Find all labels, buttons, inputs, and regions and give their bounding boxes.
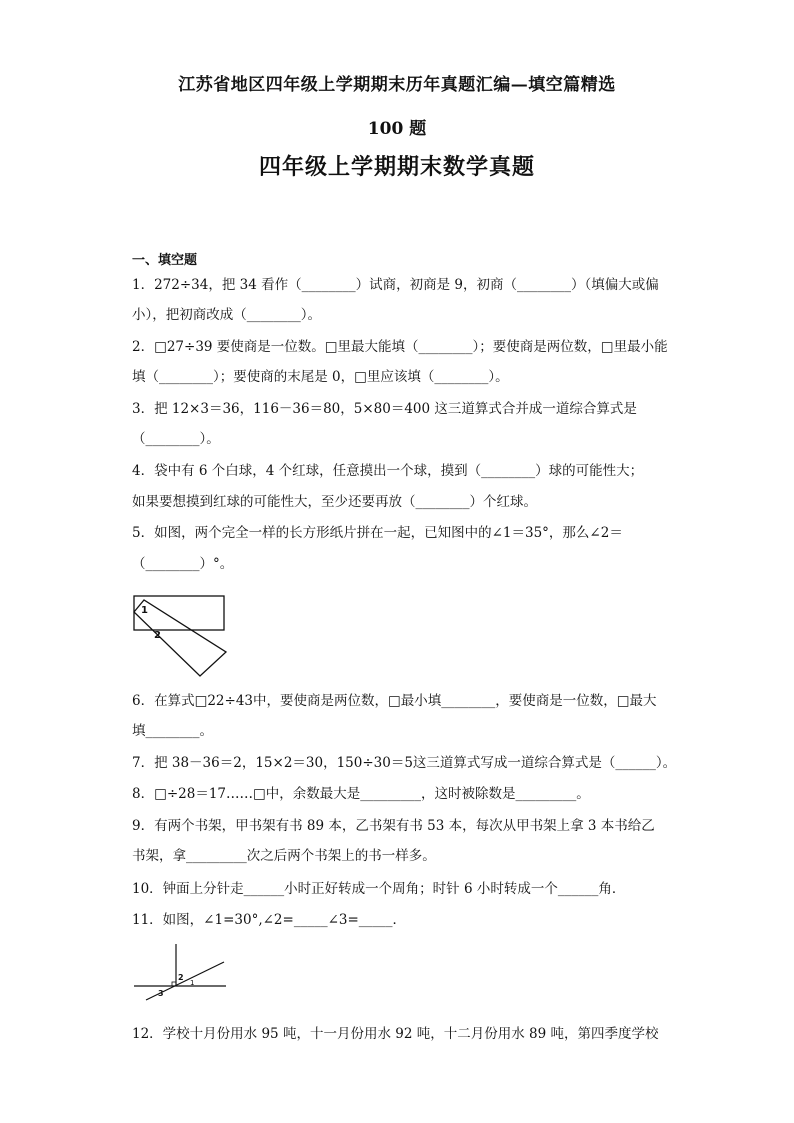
document-title-count: 100 题	[367, 119, 427, 139]
angle-2-label: 2	[178, 973, 184, 982]
question-line: 1．272÷34，把 34 看作（________）试商，初商是 9，初商（________）（填偏大或偏	[132, 277, 659, 293]
rectangles-figure	[132, 590, 232, 682]
question-line: 10．钟面上分针走______小时正好转成一个周角；时针 6 小时转成一个______角．	[132, 881, 626, 897]
angle-1-label: 1	[190, 979, 195, 987]
section-heading: 一、填空题	[132, 253, 198, 268]
question-line: 4．袋中有 6 个白球，4 个红球，任意摸出一个球，摸到（________）球的可能性大；	[132, 463, 644, 479]
document-subtitle: 四年级上学期期末数学真题	[258, 154, 535, 180]
question-line: 填（________）；要使商的末尾是 0，□里应该填（________）。	[132, 369, 509, 385]
angle-2-label: 2	[154, 630, 161, 641]
angle-3-label: 3	[158, 989, 164, 998]
question-line: 6．在算式□22÷43中，要使商是两位数，□最小填________，要使商是一位数，□最大	[132, 693, 657, 709]
question-line: 5．如图，两个完全一样的长方形纸片拼在一起，已知图中的∠1＝35°，那么∠2＝	[132, 525, 623, 541]
question-line: 9．有两个书架，甲书架有书 89 本，乙书架有书 53 本，每次从甲书架上拿 3 本书给乙	[132, 818, 655, 834]
question-line: （________）°。	[132, 556, 234, 572]
question-line: 12．学校十月份用水 95 吨，十一月份用水 92 吨，十二月份用水 89 吨，第四季度学校	[132, 1026, 659, 1042]
question-line: 11．如图，∠1=30°,∠2=_____∠3=_____．	[132, 912, 407, 928]
document-title: 江苏省地区四年级上学期期末历年真题汇编—填空篇精选	[178, 75, 616, 95]
question-line: 8．□÷28＝17……□中，余数最大是_________，这时被除数是_________。	[132, 786, 590, 802]
question-line: 书架，拿_________次之后两个书架上的书一样多。	[132, 848, 436, 864]
question-line: 2．□27÷39 要使商是一位数。□里最大能填（________）；要使商是两位数，□里最小能	[132, 339, 668, 355]
angles-figure	[132, 940, 232, 1006]
angle-1-label: 1	[141, 605, 148, 616]
question-line: 填________。	[132, 723, 213, 739]
question-line: 7．把 38－36＝2，15×2＝30，150÷30＝5这三道算式写成一道综合算式是（______）。	[132, 755, 677, 771]
question-line: 如果要想摸到红球的可能性大，至少还要再放（________）个红球。	[132, 494, 537, 510]
question-line: 小），把初商改成（________）。	[132, 307, 321, 323]
question-line: 3．把 12×3＝36，116－36＝80，5×80＝400 这三道算式合并成一道综合算式是	[132, 401, 637, 417]
question-line: （________）。	[132, 431, 220, 447]
